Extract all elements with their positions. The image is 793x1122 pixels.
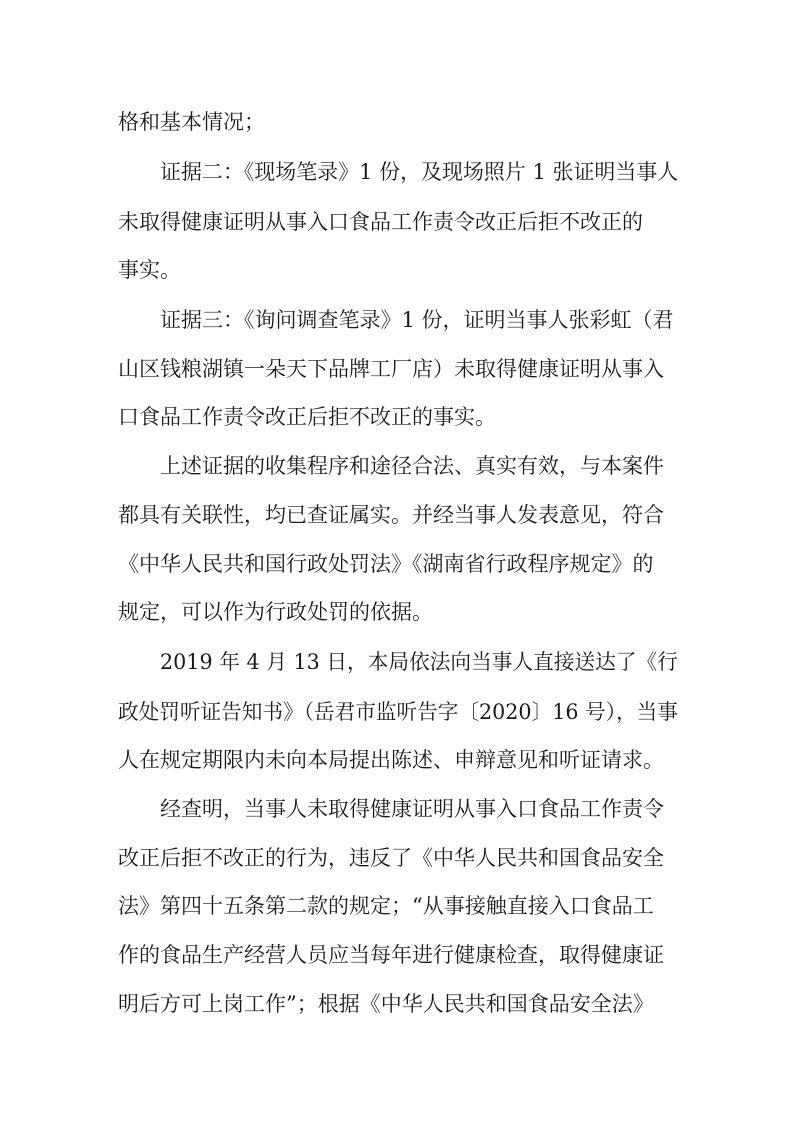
text-line: 证据二：《现场笔录》1 份，及现场照片 1 张证明当事人 (160, 160, 679, 184)
text-line: 人在规定期限内未向本局提出陈述、申辩意见和听证请求。 (118, 748, 664, 772)
text-line: 2019 年 4 月 13 日，本局依法向当事人直接送达了《行 (160, 650, 678, 674)
text-line: 山区钱粮湖镇一朵天下品牌工厂店）未取得健康证明从事入 (118, 357, 664, 381)
text-line: 改正后拒不改正的行为，违反了《中华人民共和国食品安全 (118, 846, 664, 870)
text-line: 格和基本情况； (118, 110, 265, 134)
text-line: 作的食品生产经营人员应当每年进行健康检查，取得健康证 (118, 943, 664, 967)
text-line: 法》第四十五条第二款的规定；“从事接触直接入口食品工 (118, 894, 654, 918)
text-line: 政处罚听证告知书》（岳君市监听告字〔2020〕16 号），当事 (118, 700, 678, 724)
text-line: 经查明，当事人未取得健康证明从事入口食品工作责令 (160, 797, 664, 821)
text-line: 上述证据的收集程序和途径合法、真实有效，与本案件 (160, 454, 664, 478)
text-line: 都具有关联性，均已查证属实。并经当事人发表意见，符合 (118, 503, 664, 527)
text-line: 未取得健康证明从事入口食品工作责令改正后拒不改正的 (118, 210, 643, 234)
text-line: 口食品工作责令改正后拒不改正的事实。 (118, 405, 496, 429)
text-line: 规定，可以作为行政处罚的依据。 (118, 600, 433, 624)
text-line: 《中华人民共和国行政处罚法》《湖南省行政程序规定》的 (118, 552, 654, 576)
text-line: 明后方可上岗工作”；根据《中华人民共和国食品安全法》 (118, 992, 654, 1016)
text-line: 事实。 (118, 258, 181, 282)
text-line: 证据三：《询问调查笔录》1 份，证明当事人张彩虹（君 (160, 308, 674, 332)
